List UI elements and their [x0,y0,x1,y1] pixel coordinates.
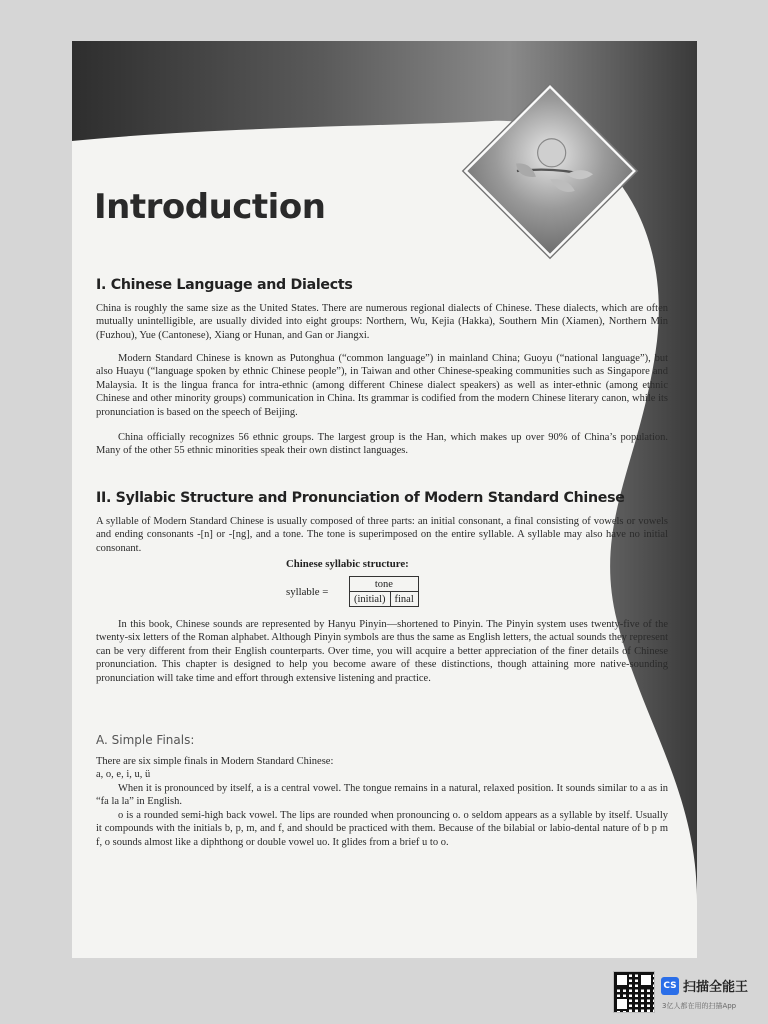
camscanner-logo-icon: CS [661,977,679,995]
subsection-heading: A. Simple Finals: [96,733,195,747]
paragraph: A syllable of Modern Standard Chinese is usually composed of three parts: an initial consonant, a final consisting of vowels or vowels and ending consonants -[n] or -[ng], and a tone. The tone is superimposed on the entire syllable. A syllable may also have no initial consonant. [96,516,668,554]
paragraph: China officially recognizes 56 ethnic groups. The largest group is the Han, which makes up over 90% of China’s population. Many of the other 55 ethnic minorities speak their own distinct languages. [96,432,668,457]
page-content [72,41,697,958]
syllable-structure-table [349,576,419,607]
scanned-page [72,41,697,958]
paragraph: When it is pronounced by itself, a is a central vowel. The tongue remains in a natural, relaxed position. It sounds similar to a as in “fa la la” in English. [96,783,668,808]
section-heading-1: I. Chinese Language and Dialects [96,277,353,293]
initial-cell: (initial) [350,592,391,607]
section-heading-2: II. Syllabic Structure and Pronunciation of Modern Standard Chinese [96,490,625,506]
diagram-title: Chinese syllabic structure: [286,558,409,570]
final-cell: final [390,592,418,607]
qr-code-icon [614,972,654,1012]
paragraph: There are six simple finals in Modern Standard Chinese: [96,756,334,767]
tone-cell: tone [350,577,419,592]
page-title: Introduction [94,187,326,227]
paragraph: Modern Standard Chinese is known as Putonghua (“common language”) in mainland China; Guoyu (“national language”), but also Huayu (“language spoken by ethnic Chinese people”), in Taiwan and other Chinese-speaking communities such as Singapore and Malaysia. It is the lingua franca for intra-ethnic (among different Chinese dialect speakers) as well as inter-ethnic (among ethnic Chinese and other minority groups) communication in China. Its grammar is codified from the modern Chinese literary canon, while its pronunciation is based on the speech of Beijing. [96,353,668,418]
paragraph: a, o, e, i, u, ü [96,769,151,780]
watermark-tagline: 3亿人都在用的扫描App [662,1002,737,1010]
paragraph: o is a rounded semi-high back vowel. The lips are rounded when pronouncing o. o seldom appears as a syllable by itself. Usually it compounds with the initials b, p, m, and f, and should be practiced with them. Because of the bilabial or labio-dental nature of b p m f, o sounds almost like a diphthong or double vowel uo. It glides from a brief u to o. [96,810,668,848]
paragraph: China is roughly the same size as the United States. There are numerous regional dialects of Chinese. These dialects, which are often mutually unintelligible, are usually divided into eight groups: Northern, Wu, Kejia (Hakka), Southern Min (Xiamen), Northern Min (Fuzhou), Yue (Cantonese), Xiang or Hunan, and Gan or Jiangxi. [96,303,668,341]
diagram-label: syllable = [286,586,329,598]
paragraph: In this book, Chinese sounds are represented by Hanyu Pinyin—shortened to Pinyin. The Pinyin system uses twenty-five of the twenty-six letters of the Roman alphabet. Although Pinyin symbols are thus the same as English letters, the actual sounds they represent can be very different from their English counterparts. Over time, you will acquire a better appreciation of the finer details of Chinese pronunciation. This chapter is designed to help you become aware of these distinctions, though attaining more native-sounding pronunciation will take time and effort through extensive listening and practice. [96,619,668,684]
watermark-app-name: 扫描全能王 [683,980,749,995]
